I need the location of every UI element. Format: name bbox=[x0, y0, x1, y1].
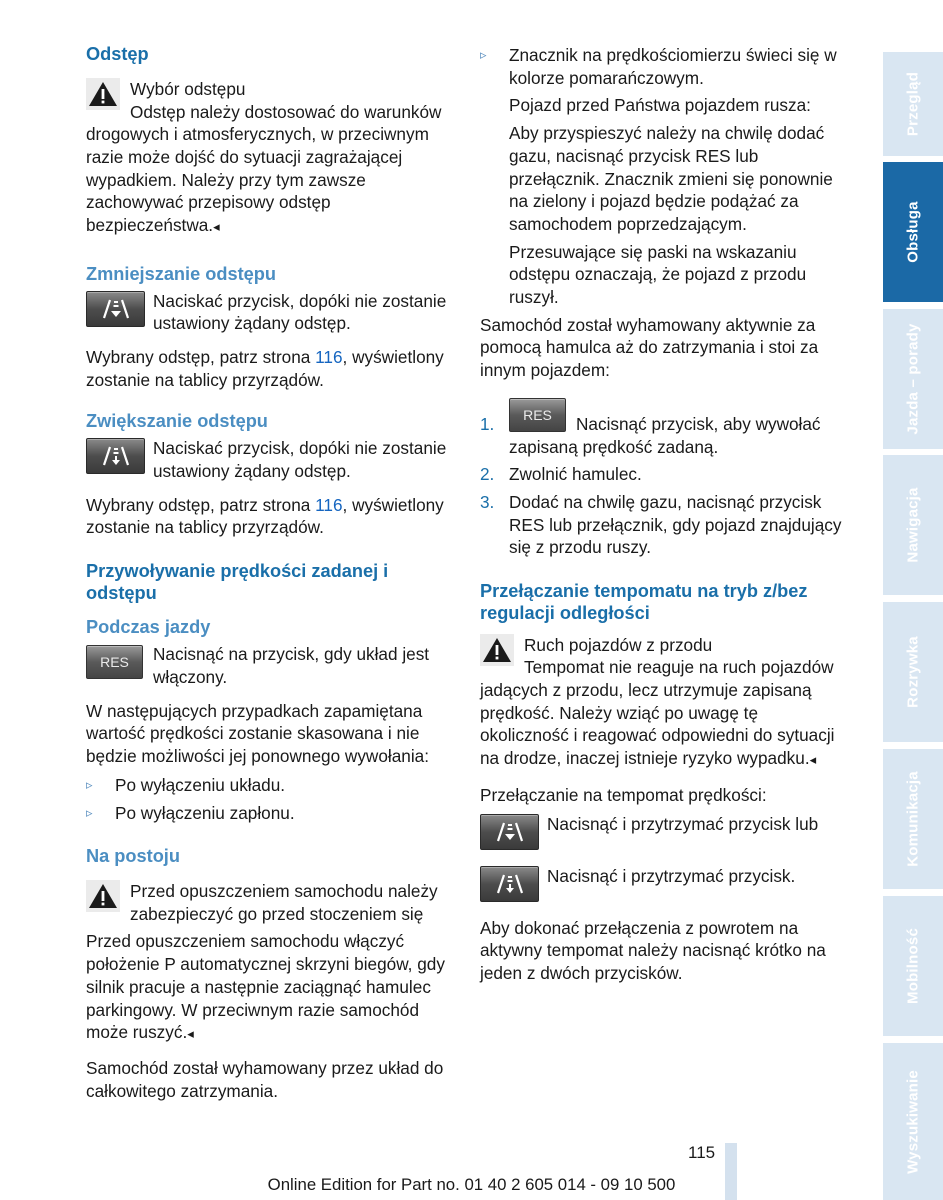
warning-rolling: Przed opuszczeniem samochodu należy zabezpieczyć go przed stoczeniem się bbox=[86, 880, 454, 925]
heading-przelaczanie: Przełączanie tempomatu na tryb z/bez regulacji odległości bbox=[480, 581, 808, 623]
selected-distance-text-1: Wybrany odstęp, patrz strona 116, wyświetlony zostanie na tablicy przyrządów. bbox=[86, 346, 444, 390]
switch-block-1: Nacisnąć i przytrzymać przycisk lub bbox=[480, 813, 848, 853]
tab-nawigacja[interactable]: Nawigacja bbox=[883, 455, 943, 595]
braked-text: Samochód został wyhamowany przez układ do całkowitego zatrzymania. bbox=[86, 1057, 444, 1101]
step-item: 1. RES Nacisnąć przycisk, aby wywołać zapisaną prędkość zadaną. bbox=[480, 398, 848, 458]
left-column bbox=[86, 44, 454, 1102]
tab-mobilnosc[interactable]: Mobilność bbox=[883, 896, 943, 1036]
decrease-distance-block: Naciskać przycisk, dopóki nie zostanie ustawiony żądany odstęp. bbox=[86, 290, 454, 335]
res-button-icon: RES bbox=[509, 398, 566, 432]
cases-intro: W następujących przypadkach zapamiętana wartość prędkości zostanie skasowana i nie będzie możliwości jej ponownego wywołania: bbox=[86, 700, 429, 767]
bullet-icon: ▹ bbox=[86, 776, 93, 792]
bullet-icon: ▹ bbox=[480, 47, 487, 62]
warning-icon bbox=[86, 78, 120, 110]
page-number: 115 bbox=[688, 1143, 716, 1162]
tab-przeglad[interactable]: Przegląd bbox=[883, 52, 943, 156]
page-link-116[interactable]: 116 bbox=[315, 346, 343, 367]
warning-title: Ruch pojazdów z przodu bbox=[524, 634, 713, 655]
warning-icon bbox=[480, 634, 514, 666]
bullet-icon: ▹ bbox=[86, 804, 93, 820]
step-item: 2. Zwolnić hamulec. bbox=[480, 464, 642, 485]
tab-komunikacja[interactable]: Komunikacja bbox=[883, 749, 943, 889]
warning-title: Wybór odstępu bbox=[130, 78, 246, 99]
heading-przywolywanie: Przywoływanie prędkości zadanej i odstępu bbox=[86, 560, 389, 603]
footer-edition: Online Edition for Part no. 01 40 2 605 014 - 09 10 500 bbox=[267, 1175, 676, 1194]
distance-increase-button-icon bbox=[86, 438, 145, 474]
tab-rozrywka[interactable]: Rozrywka bbox=[883, 602, 943, 742]
heading-odstep: Odstęp bbox=[86, 44, 149, 64]
res-block: RES Nacisnąć na przycisk, gdy układ jest włączony. bbox=[86, 643, 454, 688]
step-item: 3. Dodać na chwilę gazu, nacisnąć przycisk RES lub przełącznik, gdy pojazd znajdujący się z przodu ruszy. bbox=[480, 491, 842, 558]
warning-distance: Wybór odstępu Odstęp należy dostosować do warunków drogowych i atmosferycznych, w przeciwnym razie może dojść do sytuacji zagrażającej wypadkiem. Należy przy tym zawsze zachowywać przepisowy odstęp bezpieczeństwa.◂ bbox=[86, 78, 454, 239]
end-mark: ◂ bbox=[213, 219, 220, 235]
heading-podczas-jazdy: Podczas jazdy bbox=[86, 616, 211, 637]
distance-increase-button-icon bbox=[480, 866, 539, 902]
right-column: ▹ Znacznik na prędkościomierzu świeci się w kolorze pomarańczowym. Pojazd przed Państwa pojazdem rusza: Aby przyspieszyć należy na chwilę dodać gazu, nacisnąć przycisk RES lub przełącznik. Znacznik zmieni się ponownie na zielony i pojazd będzie podążać za samochodem poprzedzającym. Przesuwające się paski na wskazaniu odstępu oznaczają, że pojazd z przodu ruszył. Samochód został wyhamowany aktywnie za pomocą hamulca aż do zatrzymania i stoi za innym pojazdem: 1. RES Nacisnąć przycisk, aby wywołać zapisaną prędkość zadaną. 2. Zwolnić hamulec. 3. Dodać na chwilę gazu, nacisnąć przycisk RES lub przełącznik, gdy pojazd znajdujący się z przodu ruszy. Przełączanie tempomatu na tryb z/bez regulacji odległości Ruch pojazdów z przodu Tempomat nie reaguje na ruch pojazdów jadących z przodu, lecz utrzymuje zapisaną prędkość. Należy wziąć po uwagę tę okoliczność i reagować odpowiedni do sytuacji na drodze, inaczej istnieje ryzyko wypadku.◂ Przełączanie na tempomat prędkości: Nacisnąć i przytrzymać przycisk lub Nacisnąć i przytrzymać przycisk. Aby dokonać przełączenia z powrotem na aktywny tempomat należy nacisnąć krótko na jeden z dwóch przycisków. bbox=[480, 44, 848, 985]
res-button-icon: RES bbox=[86, 645, 143, 679]
list-item: ▹ Po wyłączeniu zapłonu. bbox=[86, 802, 295, 823]
end-mark: ◂ bbox=[809, 752, 817, 768]
list-item: ▹ Po wyłączeniu układu. bbox=[86, 774, 286, 795]
heading-zmniejszanie: Zmniejszanie odstępu bbox=[86, 263, 276, 284]
heading-zwiekszanie: Zwiększanie odstępu bbox=[86, 411, 268, 432]
increase-distance-block: Naciskać przycisk, dopóki nie zostanie ustawiony żądany odstęp. bbox=[86, 437, 454, 482]
tab-wyszukiwanie[interactable]: Wyszukiwanie bbox=[883, 1043, 943, 1200]
switch-block-2: Nacisnąć i przytrzymać przycisk. bbox=[480, 865, 848, 905]
list-item: ▹ Znacznik na prędkościomierzu świeci się w kolorze pomarańczowym. bbox=[480, 45, 837, 88]
selected-distance-text-2: Wybrany odstęp, patrz strona 116, wyświetlony zostanie na tablicy przyrządów. bbox=[86, 494, 444, 538]
end-mark: ◂ bbox=[187, 1026, 194, 1042]
warning-icon bbox=[86, 880, 120, 912]
distance-decrease-button-icon bbox=[86, 291, 145, 327]
parking-text: Przed opuszczeniem samochodu włączyć położenie P automatycznej skrzyni biegów, gdy silnik pracuje a następnie zaciągnąć hamulec parkingowy. W przeciwnym razie samochód może ruszyć.◂ bbox=[86, 931, 445, 1043]
heading-na-postoju: Na postoju bbox=[86, 846, 180, 867]
page-link-116[interactable]: 116 bbox=[315, 494, 343, 515]
tab-obsluga[interactable]: Obsługa bbox=[883, 162, 943, 302]
warning-traffic: Ruch pojazdów z przodu Tempomat nie reaguje na ruch pojazdów jadących z przodu, lecz utrzymuje zapisaną prędkość. Należy wziąć po uwagę tę okoliczność i reagować odpowiedni do sytuacji na drodze, inaczej istnieje ryzyko wypadku.◂ bbox=[480, 634, 848, 772]
tab-jazda-porady[interactable]: Jazda – porady bbox=[883, 309, 943, 449]
distance-decrease-button-icon bbox=[480, 814, 539, 850]
